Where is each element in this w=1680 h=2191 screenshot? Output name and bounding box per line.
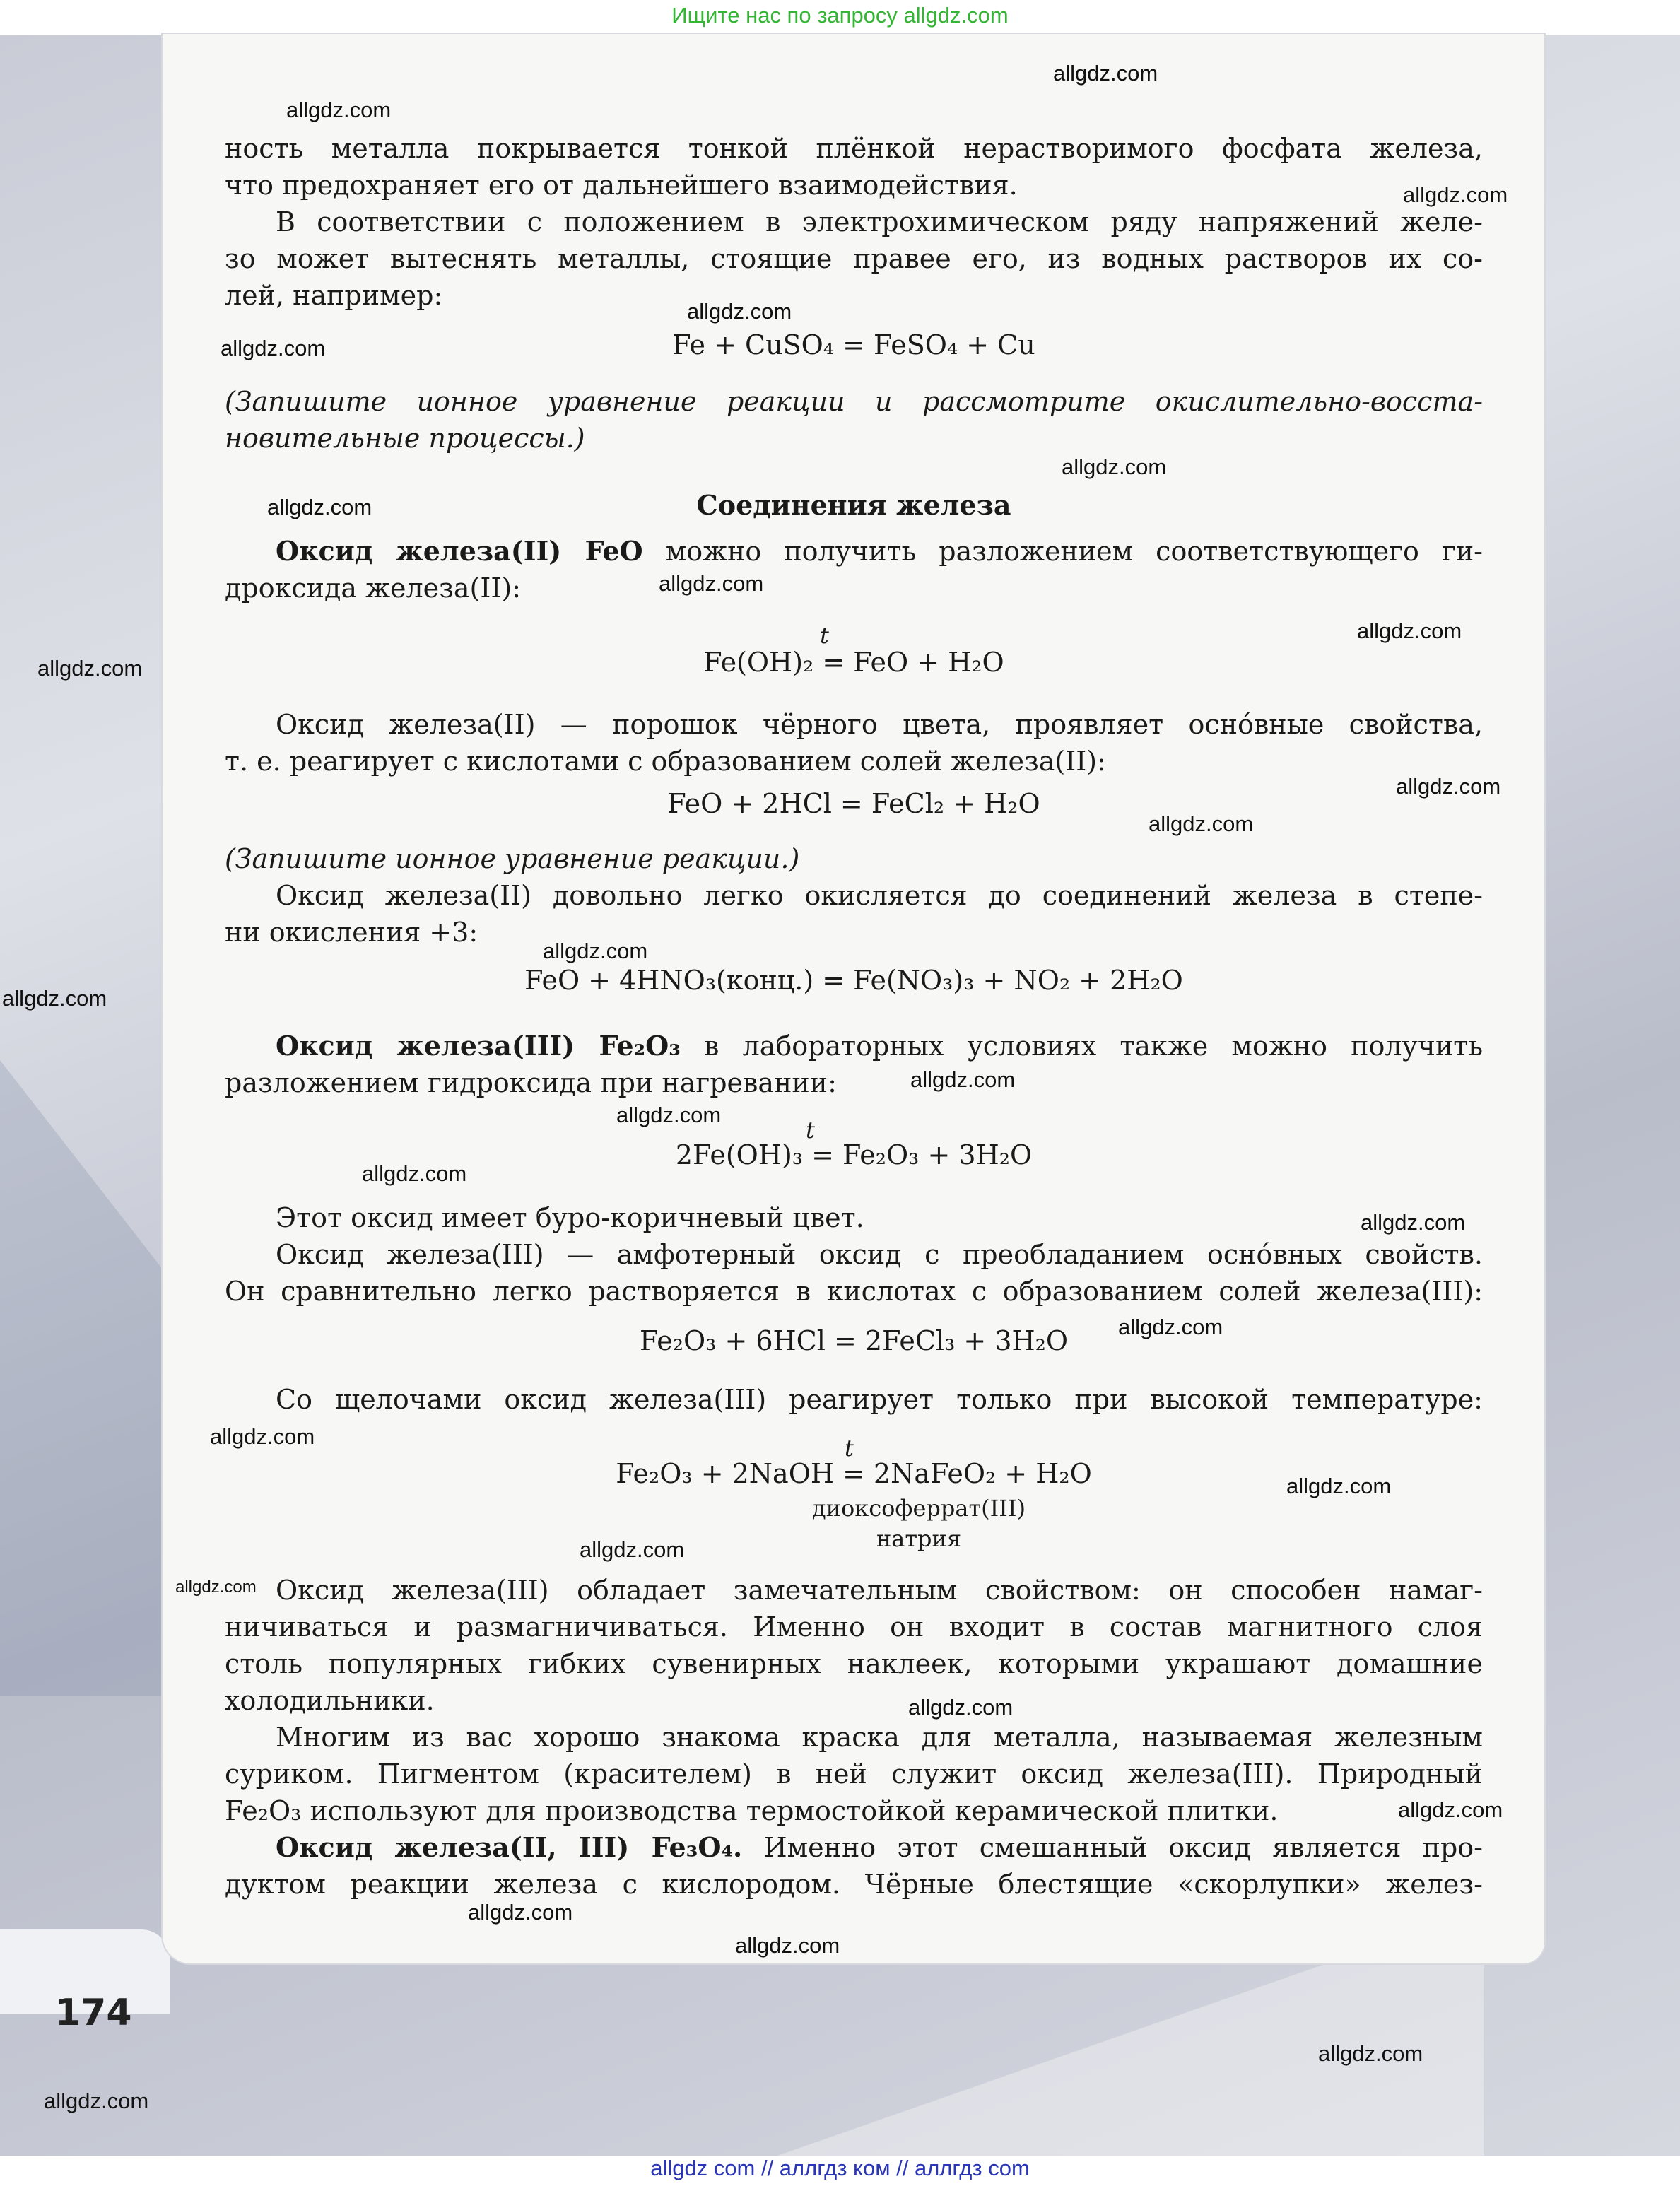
body-line: разложением гидроксида при нагревании: xyxy=(225,1067,837,1098)
watermark: allgdz.com xyxy=(1361,1210,1466,1235)
equation-feo-hcl: FeO + 2HCl = FeCl₂ + H₂O xyxy=(667,788,1040,819)
watermark: allgdz.com xyxy=(175,1578,257,1597)
watermark: allgdz.com xyxy=(1357,618,1462,643)
equation-fe2o3-naoh: Fe₂O₃ + 2NaOH = 2NaFeO₂ + H₂O xyxy=(616,1458,1092,1489)
body-line: ность металла покрывается тонкой плёнкой нерастворимого фосфата железа, xyxy=(225,133,1483,164)
fe3o4-heading: Оксид железа(II, III) Fe₃O₄. xyxy=(276,1831,743,1863)
temperature-mark: t xyxy=(820,622,829,649)
exercise-note: (Запишите ионное уравнение реакции и рассмотрите окислительно-восста- xyxy=(225,386,1483,417)
equation-feoh3: 2Fe(OH)₃ = Fe₂O₃ + 3H₂O xyxy=(675,1139,1033,1170)
body-line xyxy=(276,1830,1483,1865)
body-line: Оксид железа(III) обладает замечательным свойством: он способен намаг- xyxy=(276,1575,1483,1606)
watermark: allgdz.com xyxy=(2,986,107,1011)
feo-heading: Оксид железа(II) FeO xyxy=(276,535,643,567)
watermark: allgdz.com xyxy=(210,1424,315,1449)
body-line: зо может вытеснять металлы, стоящие правее его, из водных растворов их со- xyxy=(225,243,1483,274)
watermark: allgdz.com xyxy=(221,336,326,360)
watermark: allgdz.com xyxy=(580,1537,685,1562)
watermark: allgdz.com xyxy=(543,939,648,963)
body-line: суриком. Пигментом (красителем) в ней служит оксид железа(III). Природный xyxy=(225,1758,1483,1790)
body-line: ни окисления +3: xyxy=(225,917,478,948)
product-caption: диоксоферрат(III) xyxy=(811,1495,1026,1522)
equation-feo-hno3: FeO + 4HNO₃(конц.) = Fe(NO₃)₃ + NO₂ + 2H₂O xyxy=(524,965,1183,996)
equation-fe2o3-hcl: Fe₂O₃ + 6HCl = 2FeCl₃ + 3H₂O xyxy=(639,1325,1069,1356)
watermark: allgdz.com xyxy=(267,495,372,519)
body-line: Со щелочами оксид железа(III) реагирует только при высокой температуре: xyxy=(276,1384,1483,1415)
watermark: allgdz.com xyxy=(1053,61,1158,86)
body-line: Многим из вас хорошо знакома краска для металла, называемая железным xyxy=(276,1722,1483,1753)
exercise-note: (Запишите ионное уравнение реакции.) xyxy=(225,843,800,874)
product-caption: натрия xyxy=(876,1525,962,1552)
watermark: allgdz.com xyxy=(286,98,392,122)
body-line: Fe₂O₃ используют для производства термостойкой керамической плитки. xyxy=(225,1795,1279,1826)
body-line: т. е. реагирует с кислотами с образованием солей железа(II): xyxy=(225,746,1106,777)
body-line: Этот оксид имеет буро-коричневый цвет. xyxy=(276,1202,864,1233)
watermark: allgdz.com xyxy=(44,2089,149,2113)
fe2o3-heading: Оксид железа(III) Fe₂O₃ xyxy=(276,1030,681,1062)
body-line: лей, например: xyxy=(225,280,443,311)
watermark: allgdz.com xyxy=(468,1900,573,1925)
body-line: дуктом реакции железа с кислородом. Чёрные блестящие «скорлупки» желез- xyxy=(225,1869,1483,1900)
watermark: allgdz.com xyxy=(616,1103,722,1127)
body-line: Оксид железа(II) довольно легко окисляется до соединений железа в степе- xyxy=(276,880,1483,911)
watermark: allgdz.com xyxy=(908,1695,1014,1720)
body-text: Именно этот смешанный оксид является про- xyxy=(742,1832,1483,1863)
body-line: Оксид железа(III) — амфотерный оксид с преобладанием осно́вных свойств. xyxy=(276,1239,1483,1270)
body-line: Он сравнительно легко растворяется в кислотах с образованием солей железа(III): xyxy=(225,1276,1483,1307)
body-text: в лабораторных условиях также можно получить xyxy=(680,1030,1484,1062)
exercise-note: новительные процессы.) xyxy=(225,423,585,454)
body-line xyxy=(276,534,1483,569)
watermark: allgdz.com xyxy=(1318,2041,1423,2066)
temperature-mark: t xyxy=(806,1117,815,1144)
section-title: Соединения железа xyxy=(696,489,1011,521)
body-line: дроксида железа(II): xyxy=(225,572,522,604)
watermark: allgdz.com xyxy=(362,1161,467,1186)
watermark: allgdz.com xyxy=(1149,811,1254,836)
body-line: В соответствии с положением в электрохимическом ряду напряжений желе- xyxy=(276,206,1483,237)
temperature-mark: t xyxy=(845,1435,854,1462)
equation-feoh2: Fe(OH)₂ = FeO + H₂O xyxy=(703,647,1004,678)
watermark: allgdz.com xyxy=(735,1933,840,1958)
watermark: allgdz.com xyxy=(1398,1797,1503,1822)
top-search-note[interactable]: Ищите нас по запросу allgdz.com xyxy=(671,3,1009,28)
equation-fe-cuso4: Fe + CuSO₄ = FeSO₄ + Cu xyxy=(672,329,1035,360)
watermark: allgdz.com xyxy=(37,656,143,681)
body-line: столь популярных гибких сувенирных наклеек, которыми украшают домашние xyxy=(225,1648,1483,1679)
page-number: 174 xyxy=(55,1992,132,2034)
body-line: Оксид железа(II) — порошок чёрного цвета, проявляет осно́вные свойства, xyxy=(276,709,1483,740)
body-line: ничиваться и размагничиваться. Именно он входит в состав магнитного слоя xyxy=(225,1611,1483,1643)
body-line xyxy=(276,1028,1483,1064)
body-text: можно получить разложением соответствующего ги- xyxy=(642,536,1484,567)
watermark: allgdz.com xyxy=(1403,182,1508,207)
watermark: allgdz.com xyxy=(1118,1315,1223,1339)
watermark: allgdz.com xyxy=(1062,454,1167,479)
watermark: allgdz.com xyxy=(687,299,792,324)
footer-links[interactable]: allgdz com // аллгдз ком // аллгдз com xyxy=(650,2156,1030,2180)
watermark: allgdz.com xyxy=(659,571,764,596)
body-line: что предохраняет его от дальнейшего взаимодействия. xyxy=(225,170,1018,201)
watermark: allgdz.com xyxy=(1396,774,1501,799)
watermark: allgdz.com xyxy=(1286,1474,1392,1498)
body-line: холодильники. xyxy=(225,1685,435,1716)
watermark: allgdz.com xyxy=(910,1067,1016,1092)
